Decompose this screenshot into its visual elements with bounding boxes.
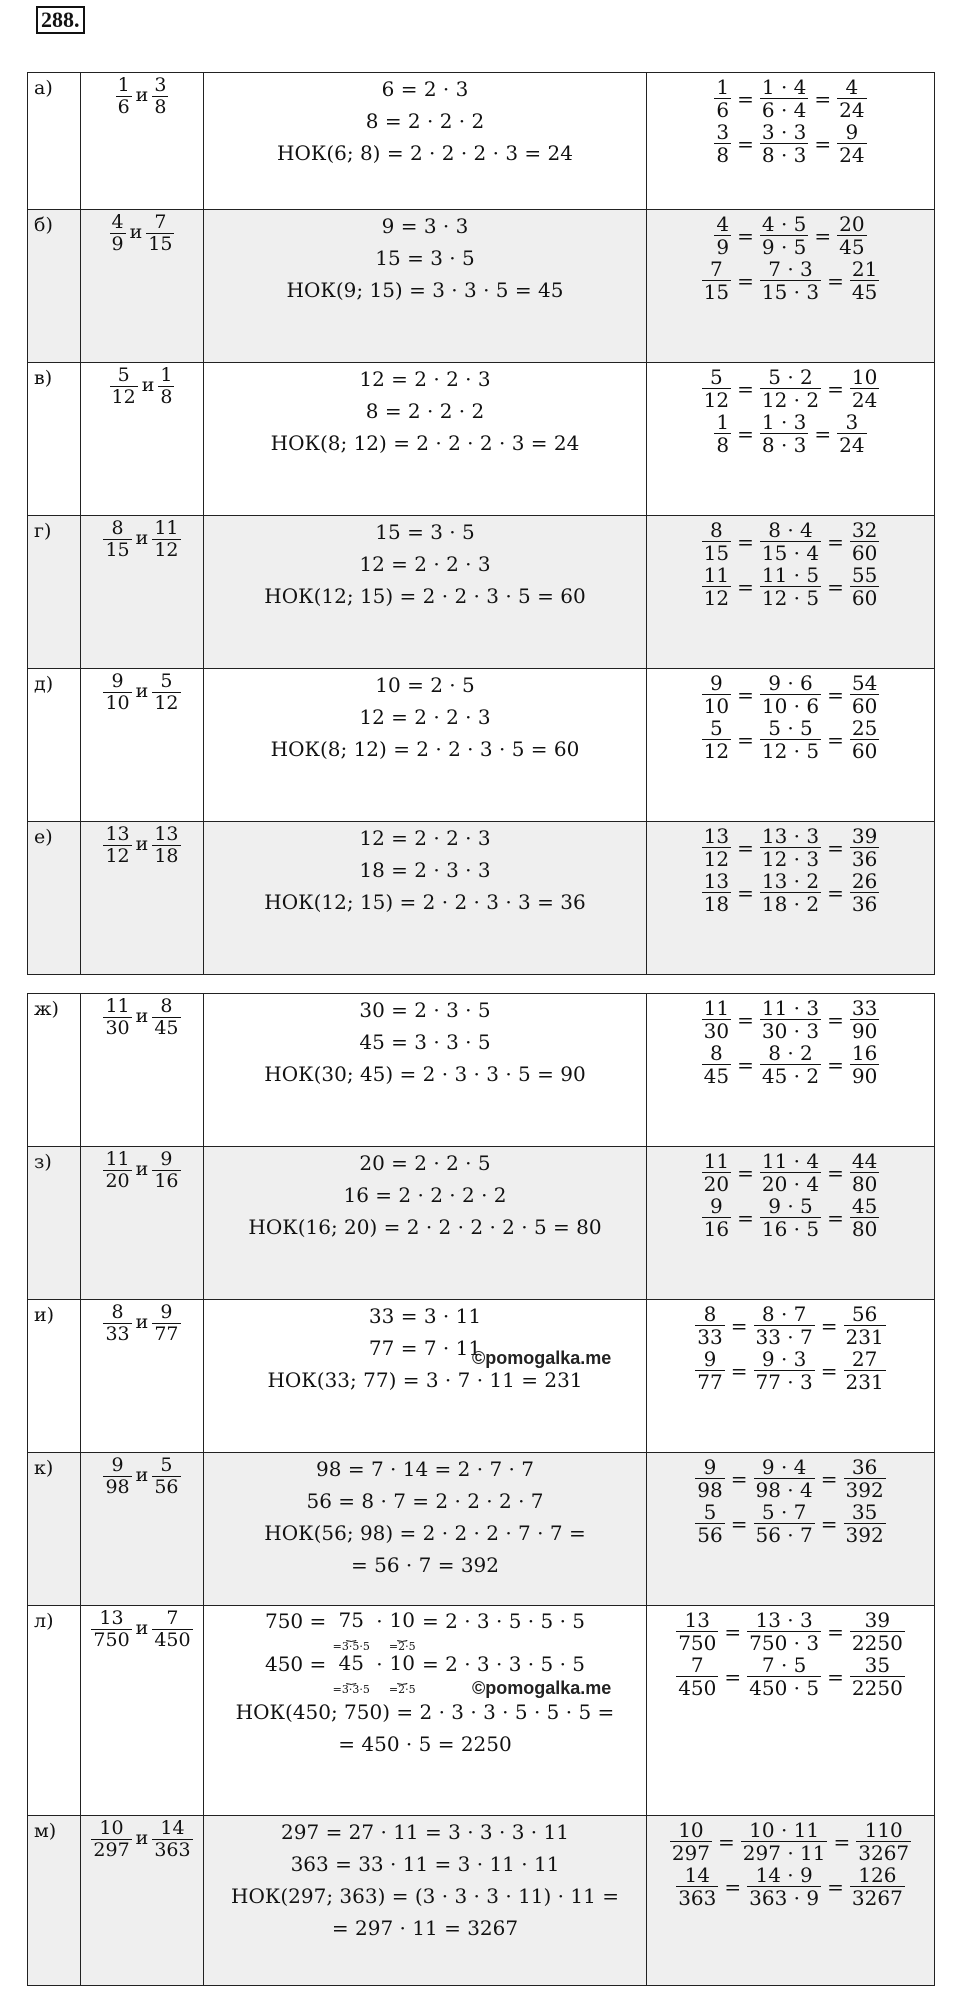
equation-line: $\frac{1}{6}$ = $\frac{1 \cdot 4}{6 \cdot 4}$ = $\frac{4}{24}$ xyxy=(716,75,865,122)
equivalent-fractions-cell xyxy=(647,516,935,669)
equation-line: $\frac{14}{363}$ = $\frac{14 \cdot 9}{363 \cdot 9}$ = $\frac{126}{3267}$ xyxy=(678,1863,903,1910)
fraction: 9 98 xyxy=(105,1454,130,1498)
fraction: 10 297 xyxy=(93,1817,130,1861)
underbrace: 10 ⏟ =2·5 xyxy=(388,1608,416,1653)
equation-line: $\frac{3}{8}$ = $\frac{3 \cdot 3}{8 \cdot 3}$ = $\frac{9}{24}$ xyxy=(716,120,865,167)
underbrace: 45 ⏟ =3·3·5 xyxy=(332,1651,370,1696)
factorization-cell xyxy=(204,994,647,1147)
factorization-cell xyxy=(204,73,647,210)
equivalent-fractions-cell xyxy=(647,669,935,822)
factorization-line: НОК(33; 77) = 3 · 7 · 11 = 231 xyxy=(267,1368,583,1392)
factorization-line: НОК(8; 12) = 2 · 2 · 3 · 5 = 60 xyxy=(270,737,580,761)
fraction: $\frac{10}{297}$ xyxy=(671,1818,711,1865)
factorization-line: НОК(8; 12) = 2 · 2 · 2 · 3 = 24 xyxy=(270,431,580,455)
factorization-line: НОК(12; 15) = 2 · 2 · 3 · 5 = 60 xyxy=(264,584,586,608)
watermark: ©pomogalka.me xyxy=(472,1348,612,1368)
equation-line: $\frac{7}{15}$ = $\frac{7 \cdot 3}{15 \cdot 3}$ = $\frac{21}{45}$ xyxy=(703,257,878,304)
factorization-line: 15 = 3 · 5 xyxy=(375,246,475,270)
factorization-line: 12 = 2 · 2 · 3 xyxy=(359,705,491,729)
fraction: 5 12 xyxy=(111,364,136,408)
fraction: 9 77 xyxy=(154,1301,179,1345)
fraction: $\frac{10 \cdot 11}{297 \cdot 11}$ xyxy=(742,1818,826,1865)
equation-line: $\frac{11}{20}$ = $\frac{11 \cdot 4}{20 \cdot 4}$ = $\frac{44}{80}$ xyxy=(703,1149,878,1196)
fraction: 14 363 xyxy=(154,1817,191,1861)
fraction: $\frac{4}{9}$ xyxy=(716,212,730,259)
fraction: $\frac{3 \cdot 3}{8 \cdot 3}$ xyxy=(761,120,807,167)
fraction: $\frac{44}{80}$ xyxy=(851,1149,878,1196)
fraction: $\frac{35}{392}$ xyxy=(845,1500,884,1547)
fractions-cell: 11 30 и 8 45 xyxy=(81,994,204,1147)
table-row xyxy=(28,363,935,516)
equation-line: $\frac{1}{8}$ = $\frac{1 \cdot 3}{8 \cdot 3}$ = $\frac{3}{24}$ xyxy=(716,410,865,457)
equation-line: $\frac{8}{15}$ = $\frac{8 \cdot 4}{15 \cdot 4}$ = $\frac{32}{60}$ xyxy=(703,518,878,565)
equation-line: $\frac{9}{77}$ = $\frac{9 \cdot 3}{77 \cdot 3}$ = $\frac{27}{231}$ xyxy=(697,1347,884,1394)
fractions-cell: 13 750 и 7 450 xyxy=(81,1606,204,1816)
factorization-cell xyxy=(204,516,647,669)
fractions-cell: 4 9 и 7 15 xyxy=(81,210,204,363)
equivalent-fractions-cell xyxy=(647,1453,935,1606)
fractions-cell: 8 15 и 11 12 xyxy=(81,516,204,669)
equivalent-fractions-cell xyxy=(647,1147,935,1300)
equation-line: $\frac{10}{297}$ = $\frac{10 \cdot 11}{297 \cdot 11}$ = $\frac{110}{3267}$ xyxy=(671,1818,910,1865)
fraction: $\frac{21}{45}$ xyxy=(851,257,878,304)
fraction: $\frac{9 \cdot 4}{98 \cdot 4}$ xyxy=(755,1455,813,1502)
fraction: 1 8 xyxy=(160,364,173,408)
item-label: е) xyxy=(28,822,81,975)
fraction: $\frac{5 \cdot 7}{56 \cdot 7}$ xyxy=(755,1500,813,1547)
equivalent-fractions-cell xyxy=(647,1816,935,1986)
fraction: $\frac{5}{12}$ xyxy=(703,716,730,763)
factorization-line: НОК(16; 20) = 2 · 2 · 2 · 2 · 5 = 80 xyxy=(248,1215,602,1239)
fractions-cell: 13 12 и 13 18 xyxy=(81,822,204,975)
equivalent-fractions-cell xyxy=(647,363,935,516)
equation-line: $\frac{13}{18}$ = $\frac{13 \cdot 2}{18 \cdot 2}$ = $\frac{26}{36}$ xyxy=(703,869,878,916)
item-label: а) xyxy=(28,73,81,210)
factorization-cell xyxy=(204,1147,647,1300)
table-row xyxy=(28,1816,935,1986)
fraction: $\frac{13}{12}$ xyxy=(703,824,730,871)
item-label: и) xyxy=(28,1300,81,1453)
factorization-line: НОК(6; 8) = 2 · 2 · 2 · 3 = 24 xyxy=(277,141,573,165)
fraction: $\frac{3}{8}$ xyxy=(716,120,730,167)
fraction: $\frac{54}{60}$ xyxy=(851,671,878,718)
fraction: $\frac{11}{30}$ xyxy=(703,996,730,1043)
table-row xyxy=(28,1606,935,1816)
item-label: з) xyxy=(28,1147,81,1300)
fraction: 13 12 xyxy=(105,823,130,867)
equation-line: $\frac{9}{10}$ = $\frac{9 \cdot 6}{10 \cdot 6}$ = $\frac{54}{60}$ xyxy=(703,671,878,718)
factorization-line: НОК(297; 363) = (3 · 3 · 3 · 11) · 11 = xyxy=(231,1884,619,1908)
fraction: $\frac{11 \cdot 4}{20 \cdot 4}$ xyxy=(761,1149,820,1196)
solution-table-1 xyxy=(27,72,935,975)
item-label: б) xyxy=(28,210,81,363)
factorization-line: = 450 · 5 = 2250 xyxy=(338,1732,512,1756)
fraction: $\frac{1 \cdot 3}{8 \cdot 3}$ xyxy=(761,410,807,457)
fraction: 13 750 xyxy=(93,1607,130,1651)
factorization-line: 45 = 3 · 3 · 5 xyxy=(359,1030,491,1054)
fraction: $\frac{9 \cdot 6}{10 \cdot 6}$ xyxy=(761,671,820,718)
table-row xyxy=(28,73,935,210)
factorization-cell xyxy=(204,1816,647,1986)
fraction: $\frac{14 \cdot 9}{363 \cdot 9}$ xyxy=(749,1863,820,1910)
table-row xyxy=(28,1300,935,1453)
factorization-line: 297 = 27 · 11 = 3 · 3 · 3 · 11 xyxy=(281,1820,569,1844)
factorization-line: НОК(56; 98) = 2 · 2 · 2 · 7 · 7 = xyxy=(264,1521,586,1545)
fraction: $\frac{7 \cdot 5}{450 \cdot 5}$ xyxy=(749,1653,820,1700)
equation-line: $\frac{9}{16}$ = $\frac{9 \cdot 5}{16 \cdot 5}$ = $\frac{45}{80}$ xyxy=(703,1194,878,1241)
table-row xyxy=(28,669,935,822)
fraction: 9 10 xyxy=(105,670,130,714)
fraction: $\frac{9}{24}$ xyxy=(839,120,865,167)
fraction: $\frac{36}{392}$ xyxy=(845,1455,884,1502)
factorization-cell xyxy=(204,1300,647,1453)
fraction: $\frac{13 \cdot 3}{750 \cdot 3}$ xyxy=(749,1608,820,1655)
fraction: $\frac{1 \cdot 4}{6 \cdot 4}$ xyxy=(761,75,807,122)
fraction: $\frac{26}{36}$ xyxy=(851,869,878,916)
fraction: 8 33 xyxy=(105,1301,130,1345)
fraction: 4 9 xyxy=(111,211,124,255)
item-label: л) xyxy=(28,1606,81,1816)
fraction: $\frac{1}{8}$ xyxy=(716,410,730,457)
fraction: $\frac{9}{77}$ xyxy=(697,1347,723,1394)
fraction: 13 18 xyxy=(154,823,179,867)
equation-line: $\frac{9}{98}$ = $\frac{9 \cdot 4}{98 \cdot 4}$ = $\frac{36}{392}$ xyxy=(697,1455,884,1502)
equation-line: $\frac{11}{30}$ = $\frac{11 \cdot 3}{30 \cdot 3}$ = $\frac{33}{90}$ xyxy=(703,996,878,1043)
fractions-cell: 1 6 и 3 8 xyxy=(81,73,204,210)
fraction: 11 12 xyxy=(154,517,179,561)
factorization-line: 12 = 2 · 2 · 3 xyxy=(359,826,491,850)
fraction: $\frac{39}{2250}$ xyxy=(851,1608,903,1655)
factorization-line: 18 = 2 · 3 · 3 xyxy=(359,858,491,882)
table-row xyxy=(28,516,935,669)
fraction: $\frac{1}{6}$ xyxy=(716,75,730,122)
fraction: $\frac{20}{45}$ xyxy=(839,212,865,259)
fractions-cell: 5 12 и 1 8 xyxy=(81,363,204,516)
equivalent-fractions-cell xyxy=(647,210,935,363)
fraction: 11 20 xyxy=(105,1148,130,1192)
fraction: 11 30 xyxy=(105,995,130,1039)
factorization-line: 33 = 3 · 11 xyxy=(368,1304,482,1328)
table-row xyxy=(28,994,935,1147)
factorization-cell xyxy=(204,210,647,363)
equivalent-fractions-cell xyxy=(647,994,935,1147)
factorization-line: 77 = 7 · 11 xyxy=(368,1336,482,1360)
factorization-line: НОК(30; 45) = 2 · 3 · 3 · 5 = 90 xyxy=(264,1062,586,1086)
fraction: $\frac{110}{3267}$ xyxy=(858,1818,910,1865)
fraction: 5 12 xyxy=(154,670,179,714)
item-label: м) xyxy=(28,1816,81,1986)
factorization-line: 98 = 7 · 14 = 2 · 7 · 7 xyxy=(316,1457,534,1481)
fraction: $\frac{8}{33}$ xyxy=(697,1302,723,1349)
fraction: $\frac{35}{2250}$ xyxy=(851,1653,903,1700)
equation-line: $\frac{8}{33}$ = $\frac{8 \cdot 7}{33 \cdot 7}$ = $\frac{56}{231}$ xyxy=(697,1302,884,1349)
factorization-line: 10 = 2 · 5 xyxy=(375,673,475,697)
fraction: $\frac{126}{3267}$ xyxy=(851,1863,903,1910)
fraction: 7 15 xyxy=(148,211,173,255)
fraction: $\frac{13 \cdot 2}{18 \cdot 2}$ xyxy=(761,869,820,916)
table-row xyxy=(28,1147,935,1300)
fraction: $\frac{4}{24}$ xyxy=(839,75,865,122)
fraction: $\frac{55}{60}$ xyxy=(851,563,878,610)
fraction: $\frac{13 \cdot 3}{12 \cdot 3}$ xyxy=(761,824,820,871)
equation-line: $\frac{5}{56}$ = $\frac{5 \cdot 7}{56 \cdot 7}$ = $\frac{35}{392}$ xyxy=(697,1500,884,1547)
underbrace: 10 ⏟ =2·5 xyxy=(388,1651,416,1696)
fraction: $\frac{16}{90}$ xyxy=(851,1041,878,1088)
solution-table-2 xyxy=(27,993,935,1986)
equation-line: $\frac{7}{450}$ = $\frac{7 \cdot 5}{450 \cdot 5}$ = $\frac{35}{2250}$ xyxy=(678,1653,903,1700)
factorization-line: 20 = 2 · 2 · 5 xyxy=(359,1151,491,1175)
fraction: $\frac{11 \cdot 3}{30 \cdot 3}$ xyxy=(761,996,820,1043)
fraction: $\frac{9}{98}$ xyxy=(697,1455,723,1502)
factorization-line: 30 = 2 · 3 · 5 xyxy=(359,998,491,1022)
fraction: 8 45 xyxy=(154,995,179,1039)
fraction: $\frac{39}{36}$ xyxy=(851,824,878,871)
factorization-cell xyxy=(204,363,647,516)
fraction: $\frac{3}{24}$ xyxy=(839,410,865,457)
fraction: $\frac{14}{363}$ xyxy=(678,1863,717,1910)
factorization-line: = 56 · 7 = 392 xyxy=(350,1553,499,1577)
fractions-cell: 9 98 и 5 56 xyxy=(81,1453,204,1606)
fraction: $\frac{8}{45}$ xyxy=(703,1041,730,1088)
fraction: 9 16 xyxy=(154,1148,179,1192)
factorization-line: НОК(450; 750) = 2 · 3 · 3 · 5 · 5 · 5 = xyxy=(235,1700,615,1724)
factorization-line: 9 = 3 · 3 xyxy=(381,214,469,238)
item-label: г) xyxy=(28,516,81,669)
fraction: $\frac{8 \cdot 4}{15 \cdot 4}$ xyxy=(761,518,820,565)
underbrace: 75 ⏟ =3·5·5 xyxy=(332,1608,370,1653)
fraction: $\frac{4 \cdot 5}{9 \cdot 5}$ xyxy=(761,212,807,259)
factorization-line: НОК(12; 15) = 2 · 2 · 3 · 3 = 36 xyxy=(264,890,586,914)
equivalent-fractions-cell xyxy=(647,73,935,210)
fraction: $\frac{5}{12}$ xyxy=(703,365,730,412)
factorization-cell xyxy=(204,1606,647,1816)
fraction: $\frac{45}{80}$ xyxy=(851,1194,878,1241)
fractions-cell: 10 297 и 14 363 xyxy=(81,1816,204,1986)
factorization-line: 12 = 2 · 2 · 3 xyxy=(359,367,491,391)
item-label: в) xyxy=(28,363,81,516)
table-row xyxy=(28,210,935,363)
fraction: $\frac{8}{15}$ xyxy=(703,518,730,565)
fractions-cell: 11 20 и 9 16 xyxy=(81,1147,204,1300)
fraction: $\frac{11}{12}$ xyxy=(703,563,730,610)
fraction: 1 6 xyxy=(117,74,130,118)
fraction: $\frac{11 \cdot 5}{12 \cdot 5}$ xyxy=(761,563,820,610)
factorization-line: НОК(9; 15) = 3 · 3 · 5 = 45 xyxy=(286,278,564,302)
task-number: 288. xyxy=(36,6,85,34)
factorization-cell xyxy=(204,669,647,822)
fractions-cell: 9 10 и 5 12 xyxy=(81,669,204,822)
factorization-line: 450 = 45 ⏟ =3·3·5 · 10 ⏟ =2·5 = 2 · 3 · 3 · 5 · 5 xyxy=(264,1651,586,1696)
factorization-line: 15 = 3 · 5 xyxy=(375,520,475,544)
equation-line: $\frac{8}{45}$ = $\frac{8 \cdot 2}{45 \cdot 2}$ = $\frac{16}{90}$ xyxy=(703,1041,878,1088)
factorization-line: 8 = 2 · 2 · 2 xyxy=(365,399,485,423)
factorization-cell xyxy=(204,1453,647,1606)
factorization-line: 8 = 2 · 2 · 2 xyxy=(365,109,485,133)
fraction: $\frac{7}{450}$ xyxy=(678,1653,717,1700)
factorization-line: 12 = 2 · 2 · 3 xyxy=(359,552,491,576)
fraction: 7 450 xyxy=(154,1607,191,1651)
equation-line: $\frac{13}{750}$ = $\frac{13 \cdot 3}{750 \cdot 3}$ = $\frac{39}{2250}$ xyxy=(678,1608,903,1655)
factorization-line: 363 = 33 · 11 = 3 · 11 · 11 xyxy=(290,1852,560,1876)
fraction: 8 15 xyxy=(105,517,130,561)
fraction: $\frac{13}{750}$ xyxy=(678,1608,717,1655)
fraction: $\frac{56}{231}$ xyxy=(845,1302,884,1349)
fraction: $\frac{7}{15}$ xyxy=(703,257,730,304)
item-label: д) xyxy=(28,669,81,822)
factorization-line: 6 = 2 · 3 xyxy=(381,77,469,101)
fraction: $\frac{7 \cdot 3}{15 \cdot 3}$ xyxy=(761,257,820,304)
equation-line: $\frac{5}{12}$ = $\frac{5 \cdot 5}{12 \cdot 5}$ = $\frac{25}{60}$ xyxy=(703,716,878,763)
fraction: $\frac{32}{60}$ xyxy=(851,518,878,565)
item-label: к) xyxy=(28,1453,81,1606)
fraction: $\frac{9 \cdot 3}{77 \cdot 3}$ xyxy=(755,1347,813,1394)
equation-line: $\frac{11}{12}$ = $\frac{11 \cdot 5}{12 \cdot 5}$ = $\frac{55}{60}$ xyxy=(703,563,878,610)
table-row xyxy=(28,1453,935,1606)
factorization-line: 56 = 8 · 7 = 2 · 2 · 2 · 7 xyxy=(306,1489,544,1513)
equation-line: $\frac{13}{12}$ = $\frac{13 \cdot 3}{12 \cdot 3}$ = $\frac{39}{36}$ xyxy=(703,824,878,871)
fraction: $\frac{10}{24}$ xyxy=(851,365,878,412)
item-label: ж) xyxy=(28,994,81,1147)
fraction: $\frac{27}{231}$ xyxy=(845,1347,884,1394)
equation-line: $\frac{4}{9}$ = $\frac{4 \cdot 5}{9 \cdot 5}$ = $\frac{20}{45}$ xyxy=(716,212,865,259)
factorization-line: 750 = 75 ⏟ =3·5·5 · 10 ⏟ =2·5 = 2 · 3 · 5 · 5 · 5 xyxy=(264,1608,586,1653)
fraction: $\frac{13}{18}$ xyxy=(703,869,730,916)
fraction: 5 56 xyxy=(154,1454,179,1498)
fractions-cell: 8 33 и 9 77 xyxy=(81,1300,204,1453)
fraction: $\frac{25}{60}$ xyxy=(851,716,878,763)
watermark: ©pomogalka.me xyxy=(472,1678,612,1698)
fraction: $\frac{11}{20}$ xyxy=(703,1149,730,1196)
fraction: $\frac{9}{10}$ xyxy=(703,671,730,718)
factorization-line: = 297 · 11 = 3267 xyxy=(331,1916,519,1940)
fraction: $\frac{8 \cdot 7}{33 \cdot 7}$ xyxy=(755,1302,813,1349)
factorization-cell xyxy=(204,822,647,975)
equivalent-fractions-cell xyxy=(647,1606,935,1816)
factorization-line: 16 = 2 · 2 · 2 · 2 xyxy=(343,1183,507,1207)
equivalent-fractions-cell xyxy=(647,1300,935,1453)
fraction: $\frac{5 \cdot 5}{12 \cdot 5}$ xyxy=(761,716,820,763)
fraction: $\frac{8 \cdot 2}{45 \cdot 2}$ xyxy=(761,1041,820,1088)
fraction: 3 8 xyxy=(154,74,167,118)
equation-line: $\frac{5}{12}$ = $\frac{5 \cdot 2}{12 \cdot 2}$ = $\frac{10}{24}$ xyxy=(703,365,878,412)
equivalent-fractions-cell xyxy=(647,822,935,975)
fraction: $\frac{5 \cdot 2}{12 \cdot 2}$ xyxy=(761,365,820,412)
fraction: $\frac{9}{16}$ xyxy=(703,1194,730,1241)
fraction: $\frac{33}{90}$ xyxy=(851,996,878,1043)
fraction: $\frac{9 \cdot 5}{16 \cdot 5}$ xyxy=(761,1194,820,1241)
table-row xyxy=(28,822,935,975)
fraction: $\frac{5}{56}$ xyxy=(697,1500,723,1547)
